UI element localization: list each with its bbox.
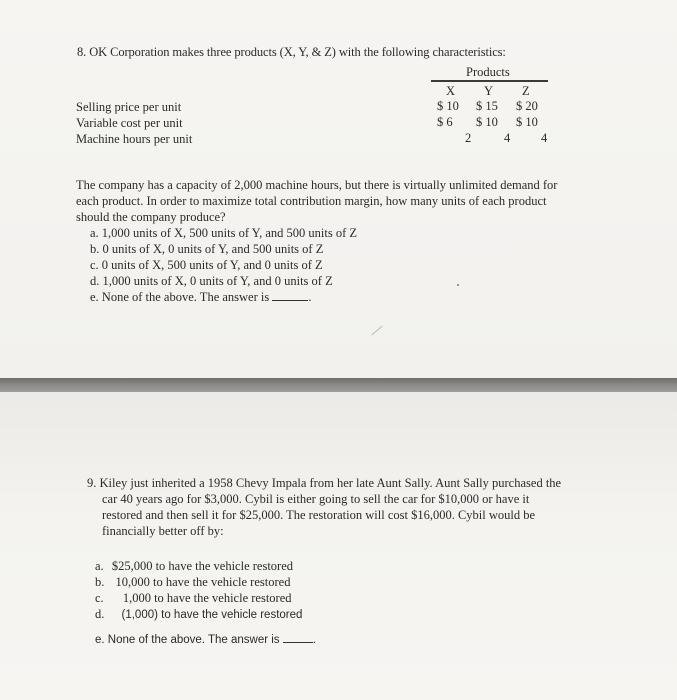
q8-option-b: b. 0 units of X, 0 units of Y, and 500 units of Z [90,242,324,256]
products-header: Products [466,65,510,79]
q9-option-a-text: $25,000 to have the vehicle restored [111,559,294,573]
cell-machine-hours-y: 4 [504,131,511,145]
q8-option-c: c. 0 units of X, 500 units of Y, and 0 units of Z [90,258,323,272]
q9-option-b [95,575,290,590]
question-9-page [0,392,677,700]
paper-speck [457,284,459,286]
q8-answer-blank[interactable] [272,290,308,301]
q9-option-a [95,559,293,574]
q9-option-e [95,632,316,648]
q8-option-e [90,290,311,305]
q9-option-c-text: 1,000 to have the vehicle restored [122,591,292,605]
page-divider [0,378,677,392]
q8-question-line-1: The company has a capacity of 2,000 machine hours, but there is virtually unlimited demand for [76,178,558,192]
q9-option-a-letter: a. [95,559,104,573]
row-label-selling-price: Selling price per unit [76,100,182,114]
column-header-y: Y [484,84,494,98]
q9-option-d-text: (1,000) to have the vehicle restored [121,609,303,621]
cell-variable-cost-z: $ 10 [516,115,538,129]
q9-option-e-text: e. None of the above. The answer is [95,634,280,646]
q8-question-line-2: each product. In order to maximize total contribution margin, how many units of each product [76,194,547,208]
q8-stem: 8. OK Corporation makes three products (X, Y, & Z) with the following characteristics: [77,45,506,59]
cell-variable-cost-x: $ 6 [437,115,453,129]
q9-answer-suffix: . [312,634,316,646]
q8-answer-suffix: . [308,290,312,304]
cell-variable-cost-y: $ 10 [476,115,498,129]
cell-selling-price-x: $ 10 [437,99,459,113]
column-header-z: Z [522,84,530,98]
q9-option-b-text: 10,000 to have the vehicle restored [115,575,291,589]
q9-stem-line-1: 9. Kiley just inherited a 1958 Chevy Impala from her late Aunt Sally. Aunt Sally purchased the [87,476,562,490]
q8-option-a: a. 1,000 units of X, 500 units of Y, and 500 units of Z [90,226,358,240]
q9-answer-blank[interactable] [283,632,313,643]
q9-option-d-letter: d. [95,607,105,621]
q9-option-b-letter: b. [95,575,105,589]
row-label-machine-hours: Machine hours per unit [76,132,193,146]
q8-question-line-3: should the company produce? [76,210,226,224]
q9-option-c [95,591,292,606]
row-label-variable-cost: Variable cost per unit [76,116,183,130]
q9-stem-line-3: restored and then sell it for $25,000. The restoration will cost $16,000. Cybil would be [102,508,536,522]
cell-machine-hours-z: 4 [541,131,548,145]
q8-option-e-text: e. None of the above. The answer is [90,290,270,304]
cell-selling-price-y: $ 15 [476,99,498,113]
column-header-x: X [446,84,456,98]
q9-stem-line-4: financially better off by: [102,524,224,538]
q9-stem-line-2: car 40 years ago for $3,000. Cybil is either going to sell the car for $10,000 or have it [102,492,530,506]
q9-option-c-letter: c. [95,591,104,605]
products-header-rule [431,80,548,82]
cell-selling-price-z: $ 20 [516,99,538,113]
q8-option-d: d. 1,000 units of X, 0 units of Y, and 0 units of Z [90,274,333,288]
q9-option-d [95,607,302,623]
cell-machine-hours-x: 2 [465,131,472,145]
